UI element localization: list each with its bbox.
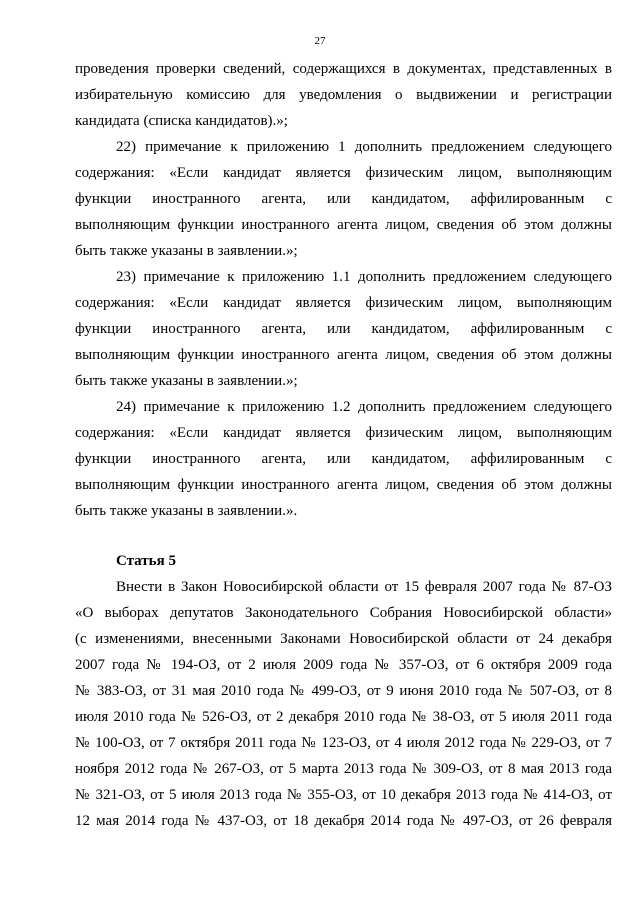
text-line: (с изменениями, внесенными Законами Новосибирской области от 24 декабря (75, 631, 612, 647)
text-line: избирательную комиссию для уведомления о выдвижении и регистрации (75, 87, 612, 103)
text-line: быть также указаны в заявлении.»; (75, 243, 298, 259)
text-line: содержания: «Если кандидат является физическим лицом, выполняющим (75, 165, 612, 181)
paragraph-item-22 (75, 134, 612, 264)
text-line: № 100-ОЗ, от 7 октября 2011 года № 123-ОЗ, от 4 июля 2012 года № 229-ОЗ, от 7 (75, 735, 612, 751)
text-line: проведения проверки сведений, содержащихся в документах, представленных в (75, 61, 612, 77)
spacer (75, 524, 612, 548)
text-line: выполняющим функции иностранного агента лицом, сведения об этом должны (75, 477, 612, 493)
text-line: кандидата (списка кандидатов).»; (75, 113, 288, 129)
paragraph-continuation (75, 56, 612, 134)
paragraph-article-5 (75, 574, 612, 834)
paragraph-item-24 (75, 394, 612, 524)
text-line: выполняющим функции иностранного агента лицом, сведения об этом должны (75, 217, 612, 233)
text-line: июля 2010 года № 526-ОЗ, от 2 декабря 2010 года № 38-ОЗ, от 5 июля 2011 года (75, 709, 612, 725)
text-line: функции иностранного агента, или кандидатом, аффилированным с (75, 321, 612, 337)
text-line: выполняющим функции иностранного агента лицом, сведения об этом должны (75, 347, 612, 363)
text-line: 22) примечание к приложению 1 дополнить предложением следующего (116, 139, 612, 155)
paragraph-item-23 (75, 264, 612, 394)
text-line: Внести в Закон Новосибирской области от 15 февраля 2007 года № 87-ОЗ (116, 579, 612, 595)
text-line: ноября 2012 года № 267-ОЗ, от 5 марта 2013 года № 309-ОЗ, от 8 мая 2013 года (75, 761, 612, 777)
text-line: быть также указаны в заявлении.»; (75, 373, 298, 389)
document-body (75, 56, 612, 834)
text-line: № 383-ОЗ, от 31 мая 2010 года № 499-ОЗ, от 9 июня 2010 года № 507-ОЗ, от 8 (75, 683, 612, 699)
text-line: 2007 года № 194-ОЗ, от 2 июля 2009 года № 357-ОЗ, от 6 октября 2009 года (75, 657, 612, 673)
text-line: 23) примечание к приложению 1.1 дополнить предложением следующего (116, 269, 612, 285)
page-number: 27 (314, 35, 326, 47)
text-line: № 321-ОЗ, от 5 июля 2013 года № 355-ОЗ, от 10 декабря 2013 года № 414-ОЗ, от (75, 787, 612, 803)
text-line: функции иностранного агента, или кандидатом, аффилированным с (75, 451, 612, 467)
text-line: 12 мая 2014 года № 437-ОЗ, от 18 декабря 2014 года № 497-ОЗ, от 26 февраля (75, 813, 612, 829)
article-heading: Статья 5 (116, 553, 176, 569)
text-line: содержания: «Если кандидат является физическим лицом, выполняющим (75, 295, 612, 311)
text-line: «О выборах депутатов Законодательного Собрания Новосибирской области» (75, 605, 612, 621)
text-line: функции иностранного агента, или кандидатом, аффилированным с (75, 191, 612, 207)
text-line: содержания: «Если кандидат является физическим лицом, выполняющим (75, 425, 612, 441)
text-line: 24) примечание к приложению 1.2 дополнить предложением следующего (116, 399, 612, 415)
text-line: быть также указаны в заявлении.». (75, 503, 298, 519)
